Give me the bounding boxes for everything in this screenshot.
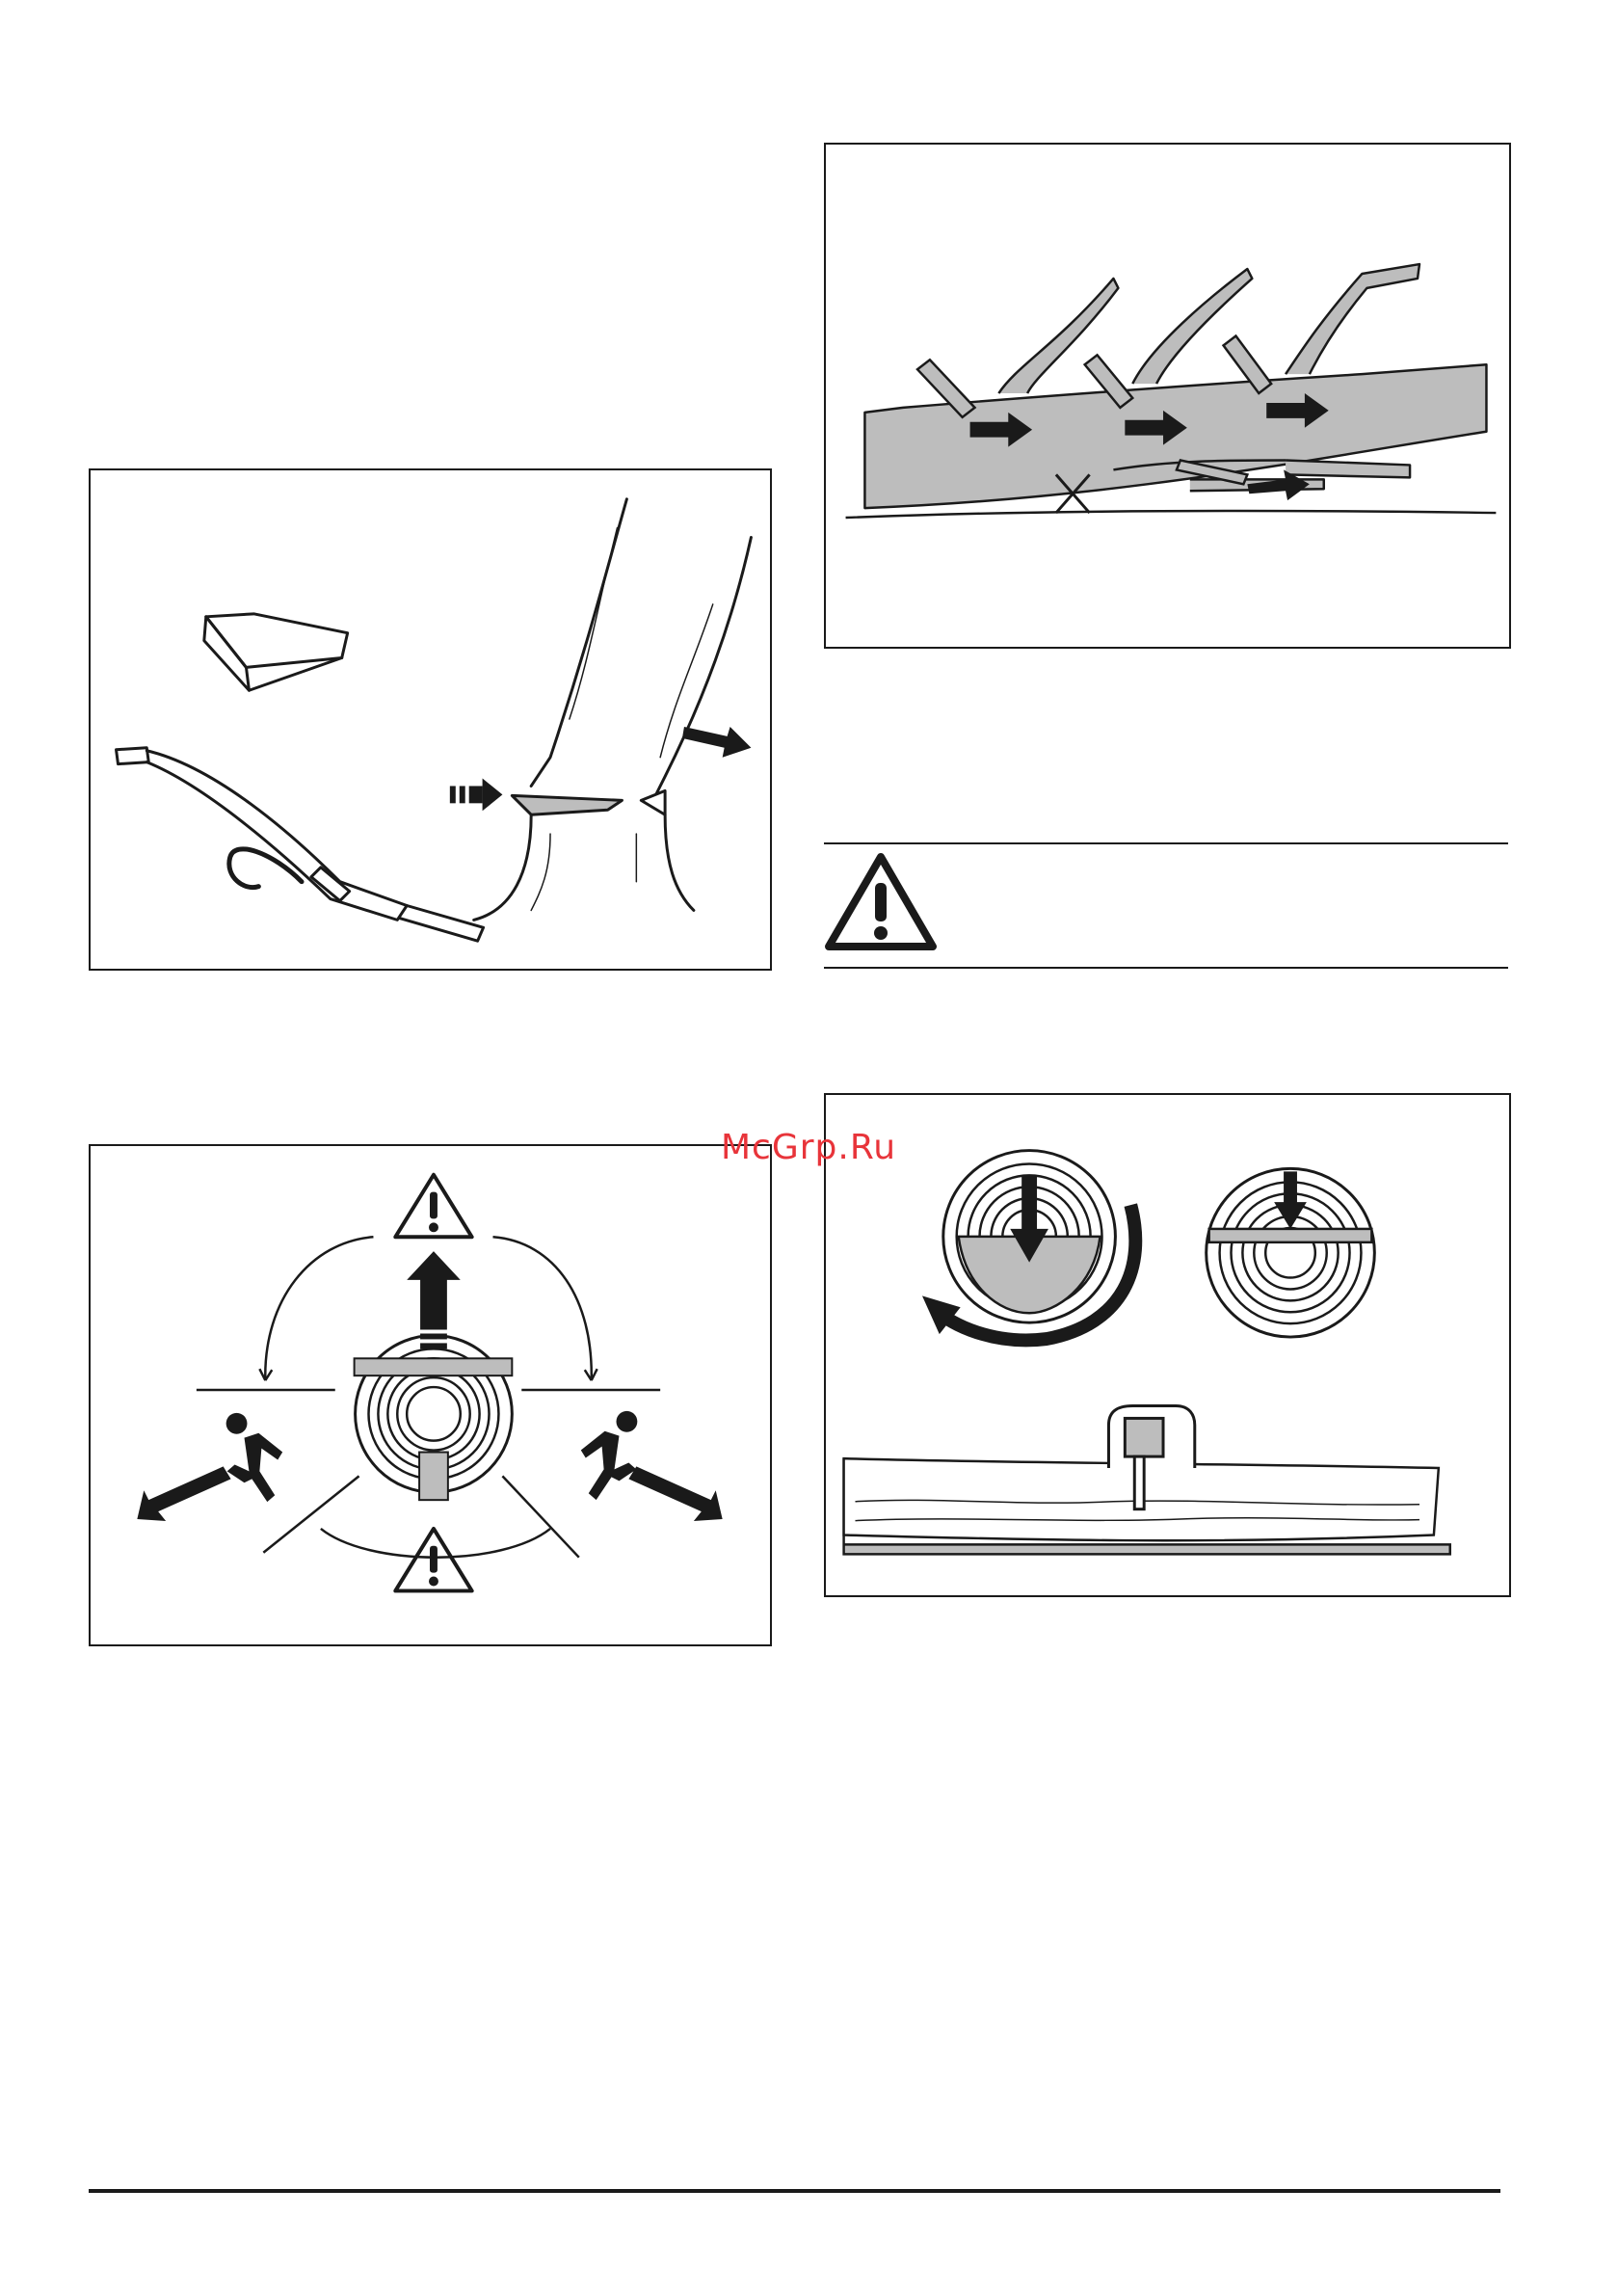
warning-triangle-icon bbox=[824, 852, 938, 951]
warning-triangle-icon bbox=[395, 1529, 471, 1591]
footer-rule bbox=[89, 2189, 1500, 2193]
log-on-ground bbox=[844, 1458, 1450, 1554]
warning-top-rule bbox=[824, 842, 1508, 844]
warning-triangle-icon bbox=[395, 1175, 471, 1238]
warning-bottom-rule bbox=[824, 967, 1508, 969]
tree-stump-cross-section bbox=[355, 1335, 513, 1500]
running-person-icon bbox=[581, 1411, 638, 1500]
limbing-illustration bbox=[824, 143, 1511, 649]
felling-tools-illustration bbox=[89, 468, 772, 971]
felling-lever bbox=[117, 748, 484, 941]
push-arrow-icon bbox=[450, 779, 503, 812]
fall-direction-arrow-icon bbox=[682, 727, 751, 758]
felling-wedge bbox=[204, 614, 348, 690]
fall-direction-arrow-icon bbox=[407, 1251, 461, 1348]
escape-arrow-icon bbox=[137, 1466, 230, 1521]
cut-direction-arrow-icon bbox=[1274, 1171, 1307, 1229]
retreat-path-illustration bbox=[89, 1144, 772, 1646]
felled-trunk bbox=[864, 364, 1486, 508]
escape-arrow-icon bbox=[628, 1466, 722, 1521]
bucking-illustration bbox=[824, 1093, 1511, 1597]
running-person-icon bbox=[226, 1413, 283, 1502]
watermark: McGrp.Ru bbox=[721, 1128, 897, 1167]
tree-trunk bbox=[474, 499, 752, 921]
